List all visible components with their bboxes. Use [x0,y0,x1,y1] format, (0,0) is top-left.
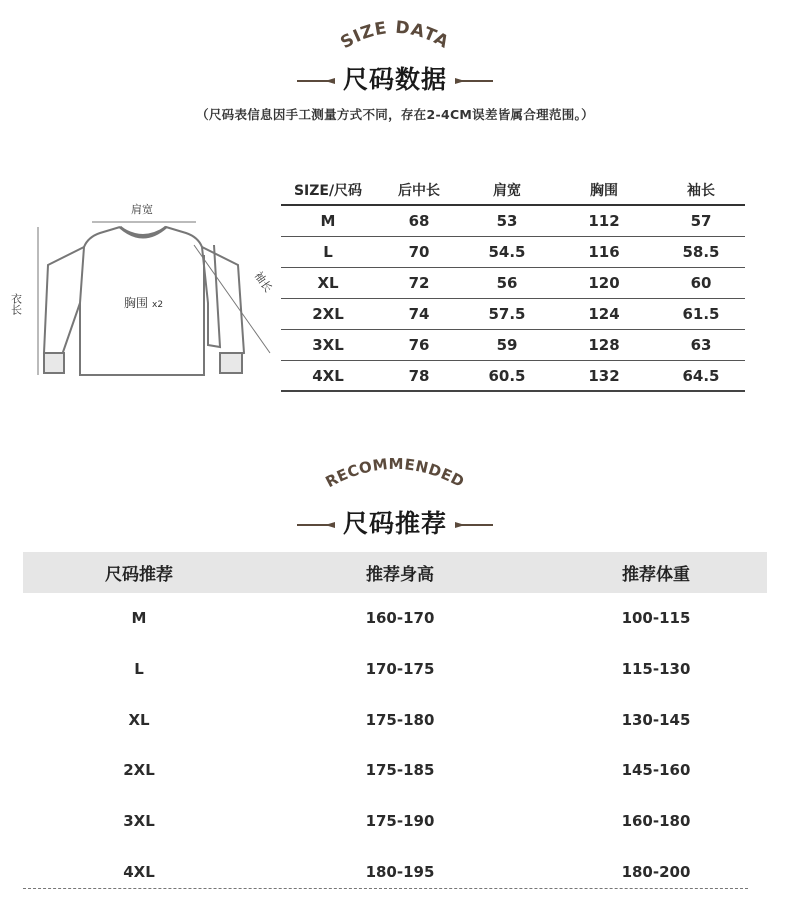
table-cell: 57 [690,212,712,230]
col-header-size-rec: 尺码推荐 [105,565,173,585]
table-cell: 72 [408,274,430,292]
table-cell: 53 [496,212,518,230]
table-row [23,796,767,847]
table-cell: 116 [588,243,620,261]
table-cell: 112 [588,212,620,230]
table-cell: 2XL [312,305,344,323]
table-cell: 78 [408,366,430,385]
table-cell: 175-180 [365,710,435,729]
size-data-arc-title [0,0,790,60]
garment-diagram [8,195,278,385]
size-table-header [281,176,745,206]
col-header-back-length: 后中长 [398,183,440,199]
measurement-note: （尺码表信息因手工测量方式不同，存在2-4CM误差皆属合理范围。） [196,107,594,122]
table-cell: 132 [588,366,620,385]
dashed-divider [23,888,748,889]
table-cell: 160-170 [365,609,435,628]
recommended-table-header [23,552,767,593]
svg-text:RECOMMENDED: RECOMMENDED [322,454,468,492]
table-cell: M [320,212,336,230]
table-row [23,644,767,695]
table-cell: 54.5 [488,243,526,261]
heading-dash-left [297,80,335,82]
table-row [23,694,767,745]
table-cell: 180-200 [621,862,691,881]
recommended-heading [0,504,790,540]
table-cell: 57.5 [488,305,526,323]
size-data-table [281,176,745,392]
col-header-size: SIZE/尺码 [293,183,363,199]
table-cell: 128 [588,336,620,354]
table-row [23,593,767,644]
col-header-chest: 胸围 [590,183,618,199]
chest-label: 胸围 [124,296,149,310]
table-row [281,268,745,299]
table-cell: 4XL [123,862,155,881]
table-row [281,206,745,237]
table-row [281,330,745,361]
table-cell: L [134,660,144,679]
recommended-heading-text: 尺码推荐 [342,509,447,538]
table-row [23,745,767,796]
table-cell: 170-175 [365,660,435,679]
col-header-weight: 推荐体重 [622,565,690,585]
sleeve-label: 袖长 [251,269,275,295]
table-cell: 4XL [312,366,344,385]
chest-multiplier: x2 [152,300,164,310]
table-cell: 60 [690,274,712,292]
table-cell: 70 [408,243,430,261]
table-row [281,237,745,268]
table-cell: 68 [408,212,430,230]
length-label: 衣长 [9,293,23,315]
table-cell: 76 [408,336,430,354]
table-cell: L [323,243,333,261]
table-cell: 2XL [123,761,155,780]
heading-dash-right [455,524,493,526]
heading-dash-left [297,524,335,526]
size-data-heading [0,60,790,96]
table-cell: 63 [690,336,712,354]
col-header-sleeve: 袖长 [687,183,715,199]
svg-text:SIZE DATA: SIZE DATA [337,17,453,54]
table-cell: 74 [408,305,430,323]
table-cell: XL [317,274,339,292]
table-cell: M [131,609,147,628]
size-data-heading-text: 尺码数据 [342,65,447,94]
table-row [23,846,767,897]
table-cell: 115-130 [621,660,691,679]
col-header-height: 推荐身高 [366,565,434,585]
col-header-shoulder: 肩宽 [493,183,521,199]
table-cell: 59 [496,336,518,354]
table-cell: 124 [588,305,620,323]
table-cell: 60.5 [488,366,526,385]
table-cell: 61.5 [682,305,720,323]
table-cell: 64.5 [682,366,720,385]
shoulder-label: 肩宽 [131,203,153,216]
heading-dash-right [455,80,493,82]
table-cell: 58.5 [682,243,720,261]
table-row [281,299,745,330]
table-cell: 160-180 [621,812,691,831]
table-cell: 3XL [312,336,344,354]
table-cell: 56 [496,274,518,292]
table-cell: 175-190 [365,812,435,831]
table-cell: 100-115 [621,609,691,628]
table-cell: XL [128,710,150,729]
recommended-table [23,593,767,897]
table-row [281,361,745,392]
table-cell: 3XL [123,812,155,831]
recommended-arc-title [0,440,790,500]
table-cell: 130-145 [621,710,691,729]
table-cell: 120 [588,274,620,292]
table-cell: 175-185 [365,761,435,780]
table-cell: 180-195 [365,862,435,881]
table-cell: 145-160 [621,761,691,780]
